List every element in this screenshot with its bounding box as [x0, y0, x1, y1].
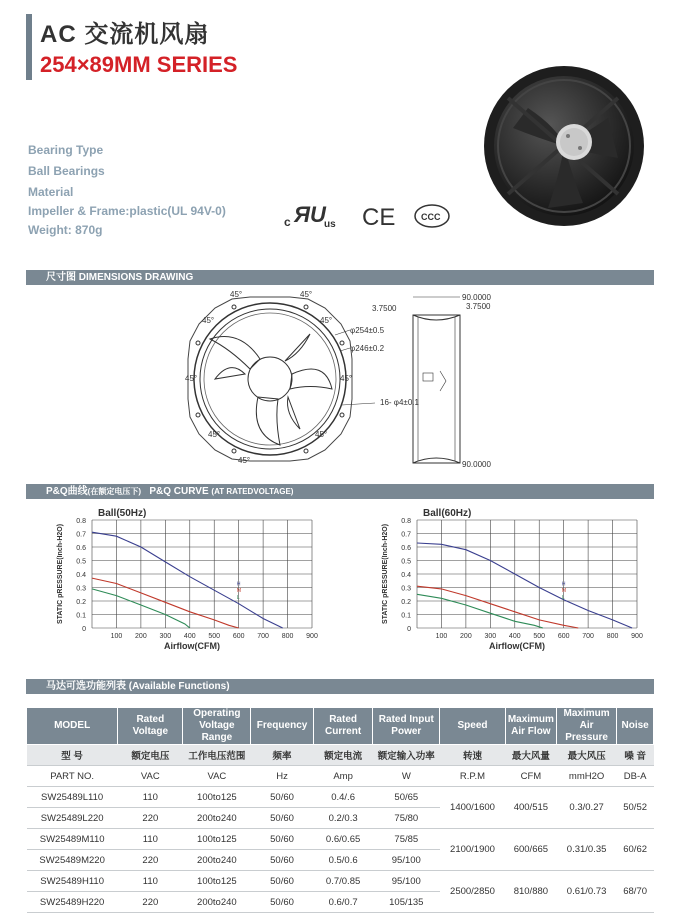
- cell: 0.7/0.85: [313, 871, 373, 892]
- cell: 220: [118, 808, 183, 829]
- cell: 0.4/.6: [313, 787, 373, 808]
- x-tick-label: 200: [460, 633, 472, 640]
- y-axis-label: STATIC pRESSURE(Inch-H2O): [382, 523, 389, 625]
- ul-us-text: us: [324, 219, 336, 230]
- cell: 220: [118, 892, 183, 913]
- angle-label-l: 45°: [185, 374, 198, 383]
- y-tick-label: 0.5: [76, 558, 86, 566]
- x-tick-label: 600: [557, 633, 570, 640]
- cell: SW25489L110: [27, 787, 118, 808]
- cell: 型 号: [27, 745, 118, 766]
- cell: 105/135: [373, 892, 440, 913]
- series-label-m: M: [236, 588, 242, 595]
- y-axis-label: STATIC pRESSURE(Inch-H2O): [57, 523, 64, 625]
- cell: 最大风量: [505, 745, 556, 766]
- x-tick-label: 800: [606, 633, 619, 640]
- y-tick-label: 0.4: [401, 572, 411, 579]
- x-tick-label: 700: [257, 633, 269, 640]
- table-row: [27, 871, 654, 892]
- angle-label-tl: 45°: [202, 316, 215, 325]
- cell: 110: [118, 829, 183, 850]
- table-header-row: [27, 708, 654, 745]
- cell: 50/52: [617, 787, 654, 829]
- cell: 噪 音: [617, 745, 654, 766]
- y-tick-label: 0.8: [401, 518, 411, 525]
- y-tick-label: 0.4: [76, 572, 86, 579]
- series-label-h: H: [236, 581, 241, 588]
- ccc-text: CCC: [421, 212, 441, 222]
- x-tick-label: 400: [183, 633, 196, 640]
- y-tick-label: 0.1: [76, 612, 86, 620]
- mounting-holes-label: 16- φ4±0.1: [380, 398, 419, 407]
- pq-chart-50hz: [30, 502, 330, 652]
- th-speed: Speed: [440, 708, 506, 745]
- pq-en-small: (AT RATEDVOLTAGE): [211, 487, 294, 496]
- th-rated-current: Rated Current: [313, 708, 373, 745]
- side-left-offset: 3.7500: [372, 304, 397, 313]
- cell: 100to125: [183, 829, 251, 850]
- y-tick-label: 0.7: [76, 531, 86, 539]
- chart-title: Ball(50Hz): [98, 508, 147, 519]
- x-tick-label: 900: [631, 633, 643, 640]
- cell: 额定电流: [313, 745, 373, 766]
- x-tick-label: 100: [110, 633, 123, 640]
- x-tick-label: 800: [281, 633, 294, 640]
- cell: 0.6/0.65: [313, 829, 373, 850]
- certification-logos: [282, 200, 462, 232]
- cell: 额定电压: [118, 745, 183, 766]
- y-tick-label: 0.3: [76, 585, 86, 593]
- x-tick-label: 300: [159, 633, 172, 640]
- cell: 50/60: [251, 787, 313, 808]
- outer-diameter-label: φ254±0.5: [350, 326, 385, 335]
- cell: VAC: [183, 766, 251, 787]
- y-tick-label: 0.6: [76, 545, 86, 552]
- th-rated-input-power: Rated Input Power: [373, 708, 440, 745]
- cell: 95/100: [373, 871, 440, 892]
- y-tick-label: 0.7: [401, 531, 411, 539]
- y-tick-label: 0.3: [401, 585, 411, 593]
- cell: DB-A: [617, 766, 654, 787]
- cell: 50/65: [373, 787, 440, 808]
- y-tick-label: 0.2: [76, 599, 86, 606]
- cell: 68/70: [617, 871, 654, 913]
- cell: 810/880: [505, 871, 556, 913]
- y-tick-label: 0.1: [401, 612, 411, 620]
- cell: 50/60: [251, 808, 313, 829]
- y-tick-label: 0.8: [76, 518, 86, 525]
- cell: 200to240: [183, 808, 251, 829]
- ul-c-text: c: [284, 215, 291, 229]
- cell: mmH2O: [556, 766, 616, 787]
- functions-table: [26, 707, 654, 913]
- x-tick-label: 700: [582, 633, 594, 640]
- series-label-m: M: [561, 588, 567, 595]
- side-top-dimension: 90.0000: [462, 293, 491, 302]
- y-tick-label: 0.6: [401, 545, 411, 552]
- cell: 0.31/0.35: [556, 829, 616, 871]
- cell: 50/60: [251, 892, 313, 913]
- page-title: AC 交流机风扇: [40, 21, 210, 48]
- x-tick-label: 200: [135, 633, 147, 640]
- title-accent-bar: [26, 14, 32, 80]
- cell: 50/60: [251, 871, 313, 892]
- cell: 0.5/0.6: [313, 850, 373, 871]
- side-bottom-dimension: 90.0000: [462, 460, 491, 469]
- table-cn-row: [27, 745, 654, 766]
- series-label-l: L: [561, 594, 565, 601]
- cell: 75/80: [373, 808, 440, 829]
- y-tick-label: 0.5: [401, 558, 411, 566]
- th-max-airflow: Maximum Air Flow: [505, 708, 556, 745]
- weight-value: Weight: 870g: [28, 223, 103, 237]
- y-tick-label: 0.2: [401, 599, 411, 606]
- side-view: [372, 293, 491, 469]
- cell: 最大风压: [556, 745, 616, 766]
- ce-logo: [362, 204, 395, 231]
- cell: 60/62: [617, 829, 654, 871]
- cell: VAC: [118, 766, 183, 787]
- pq-en-label: P&Q CURVE: [149, 486, 209, 497]
- cell: 75/85: [373, 829, 440, 850]
- ul-logo: [284, 202, 336, 230]
- cell: 0.61/0.73: [556, 871, 616, 913]
- cell: 1400/1600: [440, 787, 506, 829]
- cell: 0.3/0.27: [556, 787, 616, 829]
- ce-text: CE: [362, 204, 396, 231]
- side-right-offset: 3.7500: [466, 302, 491, 311]
- dimensions-drawing: [150, 285, 550, 470]
- x-tick-label: 500: [208, 633, 221, 640]
- th-frequency: Frequency: [251, 708, 313, 745]
- series-line-h: [92, 532, 283, 628]
- cell: 0.2/0.3: [313, 808, 373, 829]
- cell: SW25489M110: [27, 829, 118, 850]
- y-tick-label: 0: [407, 626, 411, 633]
- cell: 2500/2850: [440, 871, 506, 913]
- chart-title: Ball(60Hz): [423, 508, 472, 519]
- cell: SW25489L220: [27, 808, 118, 829]
- cell: 200to240: [183, 850, 251, 871]
- x-tick-label: 100: [435, 633, 448, 640]
- th-max-pressure: Maximum Air Pressure: [556, 708, 616, 745]
- cell: 50/60: [251, 850, 313, 871]
- material-value: Impeller & Frame:plastic(UL 94V-0): [28, 204, 226, 218]
- y-tick-label: 0: [82, 626, 86, 633]
- cell: 额定输入功率: [373, 745, 440, 766]
- pq-cn-small: (在额定电压下): [87, 487, 141, 496]
- cell: CFM: [505, 766, 556, 787]
- x-axis-label: Airflow(CFM): [164, 641, 220, 651]
- th-noise: Noise: [617, 708, 654, 745]
- cell: 工作电压范围: [183, 745, 251, 766]
- cell: 100to125: [183, 787, 251, 808]
- cell: 2100/1900: [440, 829, 506, 871]
- th-model: MODEL: [27, 708, 118, 745]
- series-label-l: L: [236, 594, 240, 601]
- ccc-logo: [415, 205, 449, 227]
- pq-section-bar: [26, 484, 654, 499]
- cell: R.P.M: [440, 766, 506, 787]
- dimensions-section-bar: 尺寸图 DIMENSIONS DRAWING: [26, 270, 654, 285]
- cell: 200to240: [183, 892, 251, 913]
- series-line-l: [417, 594, 543, 628]
- cell: 50/60: [251, 829, 313, 850]
- th-operating-range: Operating Voltage Range: [183, 708, 251, 745]
- bearing-type-label: Bearing Type: [28, 143, 104, 157]
- angle-label-tr: 45°: [320, 316, 333, 325]
- cell: 220: [118, 850, 183, 871]
- angle-label-br: 45°: [315, 430, 328, 439]
- cell: SW25489H110: [27, 871, 118, 892]
- angle-label-r: 45°: [340, 374, 353, 383]
- bearing-value: Ball Bearings: [28, 164, 105, 178]
- table-row: [27, 787, 654, 808]
- angle-label-bl: 45°: [208, 430, 221, 439]
- material-label: Material: [28, 185, 74, 199]
- angle-label-b: 45°: [238, 456, 251, 465]
- pq-chart-60hz: [355, 502, 655, 652]
- cell: PART NO.: [27, 766, 118, 787]
- x-tick-label: 600: [232, 633, 245, 640]
- x-tick-label: 500: [533, 633, 546, 640]
- series-label-h: H: [561, 581, 566, 588]
- cell: 频率: [251, 745, 313, 766]
- cell: 110: [118, 871, 183, 892]
- pq-cn-label: P&Q曲线: [46, 486, 88, 497]
- angle-label-top: 45°: [230, 290, 243, 299]
- cell: Hz: [251, 766, 313, 787]
- x-axis-label: Airflow(CFM): [489, 641, 545, 651]
- cell: SW25489M220: [27, 850, 118, 871]
- th-rated-voltage: Rated Voltage: [118, 708, 183, 745]
- cell: 110: [118, 787, 183, 808]
- cell: 600/665: [505, 829, 556, 871]
- functions-section-bar: 马达可选功能列表 (Available Functions): [26, 679, 654, 694]
- svg-text:ЯU: ЯU: [294, 202, 326, 227]
- cell: 95/100: [373, 850, 440, 871]
- fan-photo: [468, 58, 653, 228]
- cell: 0.6/0.7: [313, 892, 373, 913]
- x-tick-label: 900: [306, 633, 318, 640]
- cell: 转速: [440, 745, 506, 766]
- table-unit-row: [27, 766, 654, 787]
- cell: Amp: [313, 766, 373, 787]
- cell: W: [373, 766, 440, 787]
- table-row: [27, 829, 654, 850]
- cell: 100to125: [183, 871, 251, 892]
- cell: SW25489H220: [27, 892, 118, 913]
- inner-diameter-label: φ246±0.2: [350, 344, 385, 353]
- angle-label-top2: 45°: [300, 290, 313, 299]
- series-title: 254×89MM SERIES: [40, 52, 238, 77]
- cell: 400/515: [505, 787, 556, 829]
- x-tick-label: 400: [508, 633, 521, 640]
- x-tick-label: 300: [484, 633, 497, 640]
